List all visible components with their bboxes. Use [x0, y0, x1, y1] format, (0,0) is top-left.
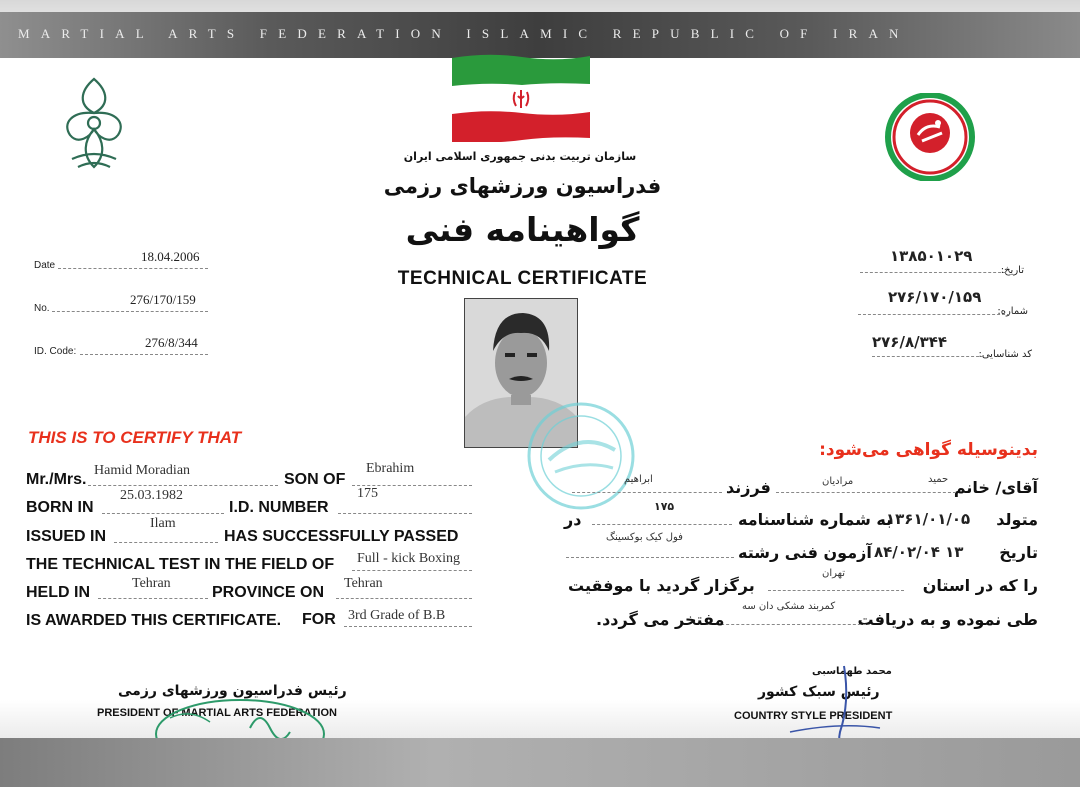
issued-line [114, 542, 218, 543]
id-number-label: I.D. NUMBER [229, 499, 329, 516]
field-value: Full - kick Boxing [357, 551, 461, 566]
row1-name-line [776, 492, 956, 493]
row1-label-a: آقای/ خانم [953, 478, 1038, 497]
date-line [58, 268, 208, 269]
row4-label-b: برگزار گردید با موفقیت [568, 576, 755, 595]
certify-heading-fa: بدینوسیله گواهی می‌شود: [819, 440, 1038, 460]
iran-flag-icon [452, 52, 590, 142]
row3-label-a: تاریخ [999, 543, 1038, 562]
field-line [352, 570, 472, 571]
last-name-fa: مرادیان [822, 476, 854, 487]
row4-label-a: را که در استان [922, 576, 1038, 595]
date-value: 18.04.2006 [141, 249, 200, 264]
martial-arts-federation-logo-icon [882, 93, 980, 181]
row3-label-b: آزمون فنی رشته [738, 543, 872, 562]
row3-field-line [566, 557, 734, 558]
number-label: No. [34, 303, 50, 314]
right-signatory-title-fa: رئیس سبک کشور [758, 684, 880, 700]
left-signatory-title-en: PRESIDENT OF MARTIAL ARTS FEDERATION [97, 707, 337, 719]
row2-id-line [592, 524, 732, 525]
province-label: PROVINCE ON [212, 584, 325, 601]
id-number-value: 175 [357, 486, 378, 501]
grade-value: 3rd Grade of B.B [348, 608, 446, 623]
organization-subtitle: سازمان تربیت بدنی جمهوری اسلامی ایران [403, 150, 637, 163]
id-code-line [80, 354, 208, 355]
id-code-label-fa: کد شناسایی: [978, 349, 1032, 360]
bottom-band [0, 738, 1080, 787]
row2-label-c: در [564, 510, 582, 529]
issued-place: Ilam [150, 516, 176, 531]
for-label: FOR [302, 611, 336, 628]
number-line [52, 311, 208, 312]
test-date-fa: ۸۴/۰۲/۰۴ ۱۳ [874, 543, 964, 561]
father-name-fa: ابراهیم [624, 474, 653, 485]
id-code-label: ID. Code: [34, 346, 77, 357]
held-city: Tehran [132, 576, 171, 591]
row5-grade-line [716, 624, 866, 625]
date-label-fa: تاریخ: [1000, 265, 1024, 276]
birth-date: 25.03.1982 [120, 488, 183, 503]
row5-label-b: مفتخر می گردد. [596, 610, 725, 629]
born-line [102, 513, 224, 514]
father-name: Ebrahim [366, 461, 415, 476]
birth-date-fa: ۱۳۶۱/۰۱/۰۵ [886, 510, 971, 528]
certificate-title-fa: گواهینامه فنی [405, 210, 640, 249]
date-line-fa [860, 272, 1006, 273]
field-value-fa: فول کیک بوکسینگ [606, 532, 683, 543]
right-signatory-name-fa: محمد طهماسبی [812, 666, 892, 677]
holder-name: Hamid Moradian [94, 463, 191, 478]
number-value-fa: ۲۷۶/۱۷۰/۱۵۹ [888, 288, 982, 306]
id-code-value: 276/8/344 [145, 335, 198, 350]
grade-fa: کمربند مشکی دان سه [742, 601, 836, 612]
province-value: Tehran [344, 576, 383, 591]
right-signatory-title-en: COUNTRY STYLE PRESIDENT [734, 710, 893, 722]
son-of-label: SON OF [284, 471, 346, 488]
born-label: BORN IN [26, 499, 94, 516]
name-line [88, 485, 278, 486]
id-code-line-fa [872, 356, 984, 357]
number-line-fa [858, 314, 1010, 315]
date-value-fa: ۱۳۸۵۰۱۰۲۹ [890, 247, 973, 265]
id-code-value-fa: ۲۷۶/۸/۳۴۴ [872, 333, 948, 351]
row1-father-line [572, 492, 722, 493]
province-line [336, 598, 472, 599]
row4-province-line [768, 590, 904, 591]
first-name-fa: حمید [928, 474, 949, 485]
federation-name: فدراسیون ورزشهای رزمی [383, 174, 662, 198]
certify-heading: THIS IS TO CERTIFY THAT [28, 428, 242, 447]
number-label-fa: شماره: [997, 306, 1028, 317]
for-line [344, 626, 472, 627]
issued-label: ISSUED IN [26, 528, 107, 545]
left-signatory-title-fa: رئیس فدراسیون ورزشهای رزمی [118, 683, 347, 699]
mr-label: Mr./Mrs. [26, 471, 87, 488]
date-label: Date [34, 260, 56, 271]
certificate-title-en: TECHNICAL CERTIFICATE [397, 268, 648, 289]
number-value: 276/170/159 [130, 292, 196, 307]
banner-text: MARTIAL ARTS FEDERATION ISLAMIC REPUBLIC OF IRAN [18, 26, 910, 41]
field-label: THE TECHNICAL TEST IN THE FIELD OF [26, 556, 335, 573]
row5-label-a: طی نموده و به دریافت [857, 610, 1038, 629]
id-number-fa: ۱۷۵ [654, 500, 675, 513]
passed-label: HAS SUCCESSFULLY PASSED [224, 528, 459, 545]
province-fa: تهران [822, 568, 846, 579]
id-number-line [338, 513, 472, 514]
row1-label-b: فرزند [726, 478, 771, 497]
held-label: HELD IN [26, 584, 90, 601]
awarded-label: IS AWARDED THIS CERTIFICATE. [26, 612, 282, 629]
row2-label-b: به شماره شناسنامه [738, 510, 893, 529]
row2-label-a: متولد [996, 510, 1038, 529]
official-stamp-icon [525, 400, 637, 512]
held-line [98, 598, 208, 599]
